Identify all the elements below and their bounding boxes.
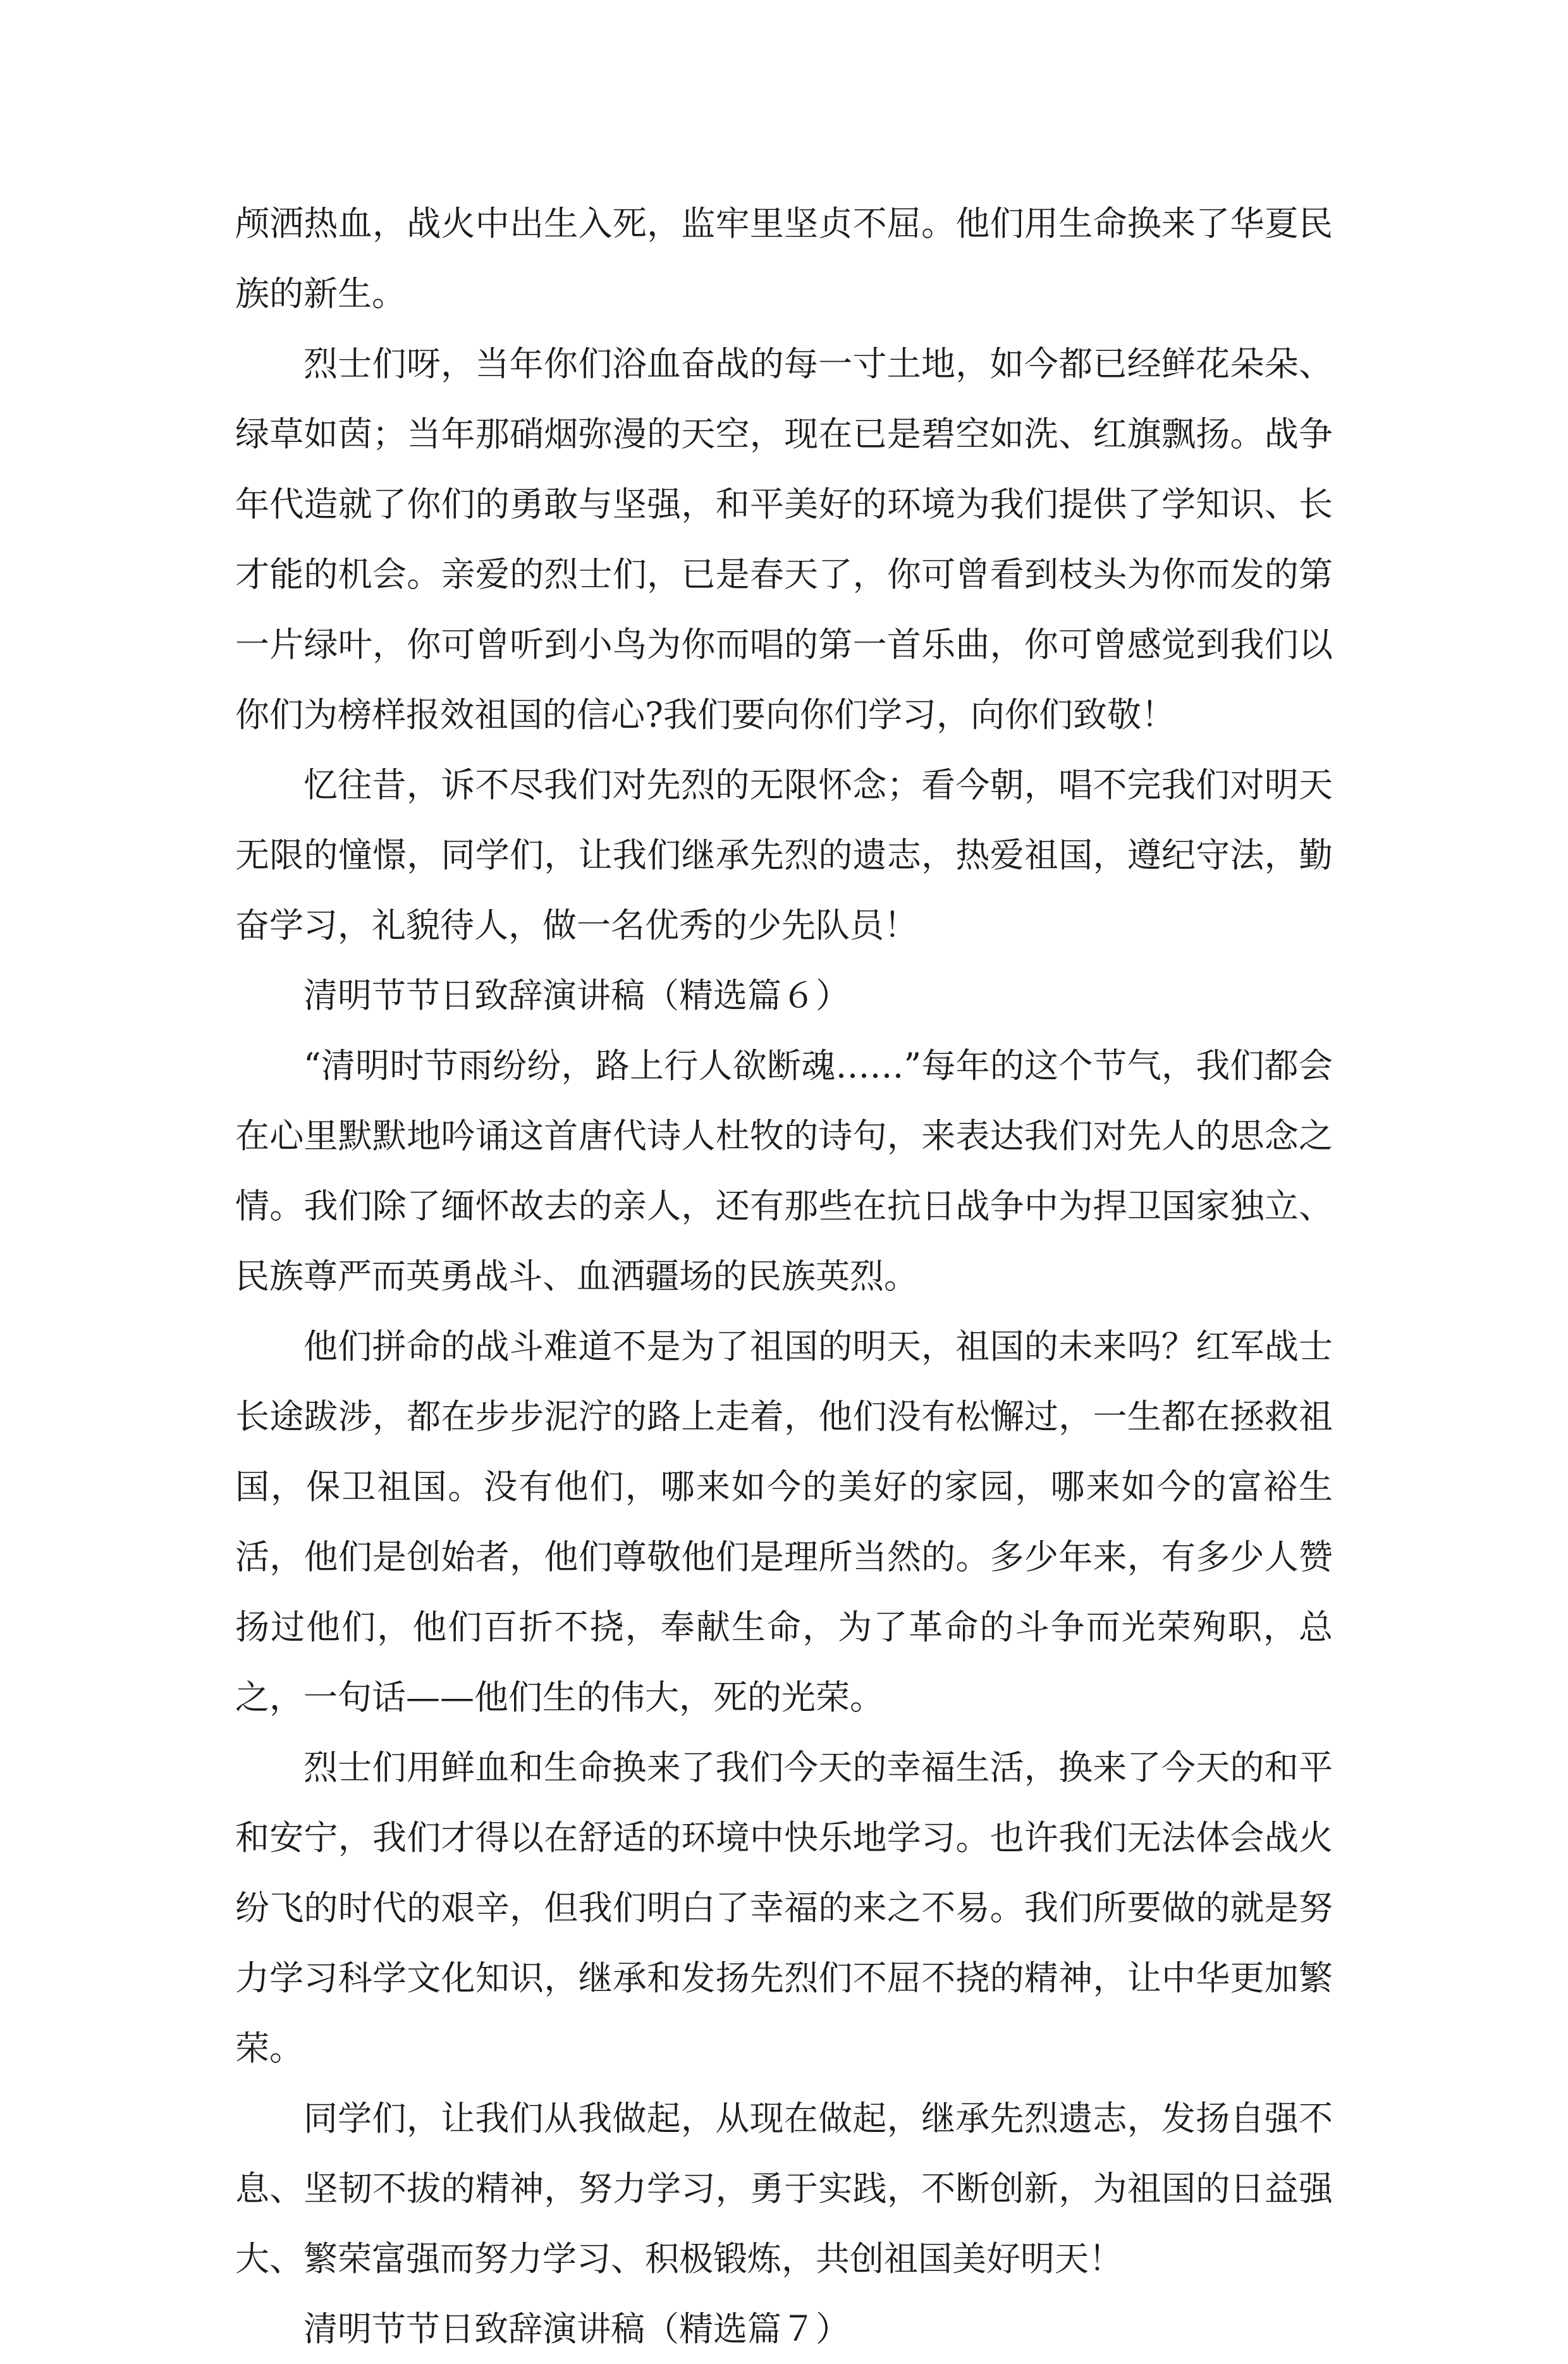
section-heading-7: 清明节节日致辞演讲稿（精选篇７） — [303, 2309, 850, 2349]
paragraph-red-army: 他们拼命的战斗难道不是为了祖国的明天，祖国的未来吗？红军战士长途跋涉，都在步步泥泞的路上走着，他们没有松懈过，一生都在拯救祖国，保卫祖国。没有他们，哪来如今的美好的家园，哪来如今的富裕生活，他们是创始者，他们尊敬他们是理所当然的。多少年来，有多少人赞扬过他们，他们百折不挠，奉献生命，为了革命的斗争而光荣殉职，总之，一句话——他们生的伟大，死的光荣。 — [235, 1326, 1333, 1717]
paragraph-martyrs-spring: 烈士们呀，当年你们浴血奋战的每一寸土地，如今都已经鲜花朵朵、绿草如茵；当年那硝烟弥漫的天空，现在已是碧空如洗、红旗飘扬。战争年代造就了你们的勇敢与坚强，和平美好的环境为我们提供了学知识、长才能的机会。亲爱的烈士们，已是春天了，你可曾看到枝头为你而发的第一片绿叶，你可曾听到小鸟为你而唱的第一首乐曲，你可曾感觉到我们以你们为榜样报效祖国的信心?我们要向你们学习，向你们致敬！ — [235, 344, 1333, 735]
document-body — [235, 188, 1333, 2364]
paragraph-continuation: 颅洒热血，战火中出生入死，监牢里坚贞不屈。他们用生命换来了华夏民族的新生。 — [235, 204, 1333, 314]
section-heading-6: 清明节节日致辞演讲稿（精选篇６） — [303, 976, 850, 1015]
paragraph-remember-past: 忆往昔，诉不尽我们对先烈的无限怀念；看今朝，唱不完我们对明天无限的憧憬，同学们，让我们继承先烈的遗志，热爱祖国，遵纪守法，勤奋学习，礼貌待人，做一名优秀的少先队员！ — [235, 765, 1333, 945]
paragraph-qingming-poem: “清明时节雨纷纷，路上行人欲断魂……”每年的这个节气，我们都会在心里默默地吟诵这首唐代诗人杜牧的诗句，来表达我们对先人的思念之情。我们除了缅怀故去的亲人，还有那些在抗日战争中为捍卫国家独立、民族尊严而英勇战斗、血洒疆场的民族英烈。 — [235, 1046, 1333, 1296]
paragraph-happy-life: 烈士们用鲜血和生命换来了我们今天的幸福生活，换来了今天的和平和安宁，我们才得以在舒适的环境中快乐地学习。也许我们无法体会战火纷飞的时代的艰辛，但我们明白了幸福的来之不易。我们所要做的就是努力学习科学文化知识，继承和发扬先烈们不屈不挠的精神，让中华更加繁荣。 — [235, 1748, 1333, 2068]
paragraph-call-to-students: 同学们，让我们从我做起，从现在做起，继承先烈遗志，发扬自强不息、坚韧不拔的精神，努力学习，勇于实践，不断创新，为祖国的日益强大、繁荣富强而努力学习、积极锻炼，共创祖国美好明天！ — [235, 2098, 1333, 2279]
